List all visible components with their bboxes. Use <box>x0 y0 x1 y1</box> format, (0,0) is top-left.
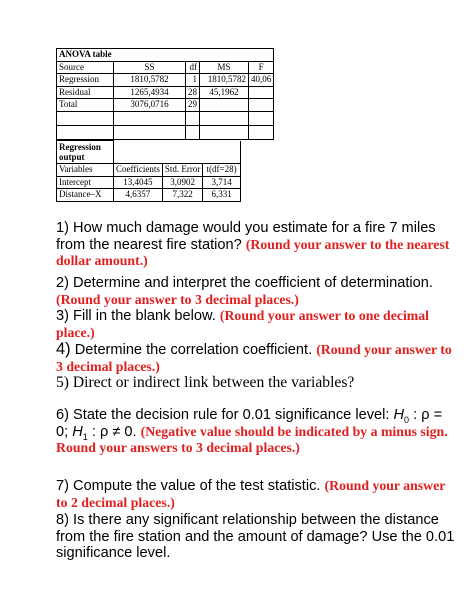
question-7-text: 7) Compute the value of the test statistic. <box>56 478 321 494</box>
question-6-note: (Negative value should be indicated by a minus sign. Round your answers to 3 decimal places.) <box>56 423 448 455</box>
regression-header-cell: Variables <box>57 164 114 177</box>
regression-cell: 6,331 <box>203 189 241 202</box>
regression-header-cell: t(df=28) <box>203 164 241 177</box>
anova-cell: 3076,0716 <box>114 99 186 112</box>
regression-header-row <box>57 164 241 177</box>
anova-header-cell: MS <box>200 61 249 74</box>
regression-title: Regression output <box>57 141 114 164</box>
question-6 <box>56 407 456 457</box>
question-6-h1-condition: : ρ ≠ 0. <box>91 423 137 440</box>
question-2-text: 2) Determine and interpret the coefficient of determination. <box>56 275 433 291</box>
question-6-h0-condition: : ρ = 0; <box>56 407 443 440</box>
anova-cell: 1810,5782 <box>200 74 249 87</box>
regression-cell: Distance–X <box>57 189 114 202</box>
table-row <box>57 99 274 112</box>
regression-cell: 13,4045 <box>114 176 163 189</box>
question-5-text: 5) Direct or indirect link between the variables? <box>56 374 355 391</box>
question-3-note: (Round your answer to one decimal place.) <box>56 308 430 340</box>
question-2 <box>56 275 456 308</box>
regression-empty-cell <box>162 141 203 164</box>
anova-cell: 40,06 <box>249 74 274 87</box>
anova-empty-cell <box>57 125 114 139</box>
anova-cell: 29 <box>186 99 200 112</box>
anova-empty-cell <box>200 111 249 125</box>
question-7-note: (Round your answer to 2 decimal places.) <box>56 478 446 510</box>
anova-title: ANOVA table <box>57 49 274 62</box>
anova-cell: Regression <box>57 74 114 87</box>
anova-empty-cell <box>57 111 114 125</box>
regression-empty-cell <box>203 141 241 164</box>
regression-table <box>56 140 241 202</box>
anova-cell: 45,1962 <box>200 86 249 99</box>
anova-header-cell: SS <box>114 61 186 74</box>
anova-cell <box>249 99 274 112</box>
question-7 <box>56 478 456 511</box>
question-4-text: Determine the correlation coefficient. <box>74 342 313 358</box>
anova-header-cell: F <box>249 61 274 74</box>
regression-cell: 3,714 <box>203 176 241 189</box>
question-8 <box>56 512 456 562</box>
regression-cell: 4,6357 <box>114 189 163 202</box>
regression-cell: Intercept <box>57 176 114 189</box>
table-row <box>57 74 274 87</box>
anova-cell: Total <box>57 99 114 112</box>
question-6-text: 6) State the decision rule for 0.01 significance level: <box>56 407 390 423</box>
regression-empty-cell <box>114 141 163 164</box>
question-1-text: 1) How much damage would you estimate for a fire 7 miles from the nearest fire station? <box>56 220 436 253</box>
regression-header-cell: Std. Error <box>162 164 203 177</box>
anova-cell <box>249 86 274 99</box>
anova-title-row <box>57 49 274 62</box>
anova-table <box>56 48 274 140</box>
anova-cell: 1 <box>186 74 200 87</box>
regression-cell: 7,322 <box>162 189 203 202</box>
table-row <box>57 111 274 125</box>
anova-header-row <box>57 61 274 74</box>
question-6-h0-subscript: 0 <box>404 414 410 425</box>
question-1-note: (Round your answer to the nearest dollar amount.) <box>56 236 450 268</box>
table-row <box>57 176 241 189</box>
anova-cell: 28 <box>186 86 200 99</box>
anova-empty-cell <box>114 125 186 139</box>
question-6-h1-subscript: 1 <box>82 431 88 442</box>
anova-empty-cell <box>186 125 200 139</box>
question-5 <box>56 375 456 392</box>
question-2-note: (Round your answer to 3 decimal places.) <box>56 291 299 307</box>
table-row <box>57 86 274 99</box>
question-1 <box>56 220 456 270</box>
question-4-note: (Round your answer to 3 decimal places.) <box>56 342 452 374</box>
anova-empty-cell <box>186 111 200 125</box>
anova-header-cell: Source <box>57 61 114 74</box>
regression-cell: 3,0902 <box>162 176 203 189</box>
anova-empty-cell <box>200 125 249 139</box>
regression-title-row <box>57 141 241 164</box>
anova-empty-cell <box>249 125 274 139</box>
question-3-text: 3) Fill in the blank below. <box>56 308 216 324</box>
question-3 <box>56 308 456 341</box>
anova-cell <box>200 99 249 112</box>
anova-header-cell: df <box>186 61 200 74</box>
anova-cell: Residual <box>57 86 114 99</box>
anova-empty-cell <box>114 111 186 125</box>
question-6-h0: H <box>393 407 405 423</box>
question-4-number: 4) <box>56 340 71 358</box>
anova-cell: 1810,5782 <box>114 74 186 87</box>
question-8-text: 8) Is there any significant relationship between the distance from the fire station and the amount of damage? Use the 0.01 significance level. <box>56 512 455 561</box>
question-4 <box>56 341 456 375</box>
regression-header-cell: Coefficients <box>114 164 163 177</box>
anova-empty-cell <box>249 111 274 125</box>
question-6-h1: H <box>72 423 83 440</box>
anova-cell: 1265,4934 <box>114 86 186 99</box>
table-row <box>57 125 274 139</box>
table-row <box>57 189 241 202</box>
